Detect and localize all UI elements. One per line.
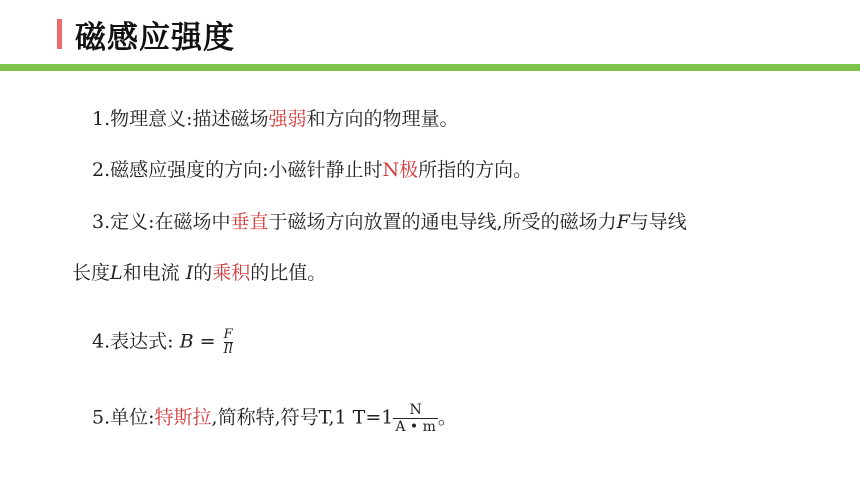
- formula-fraction: [224, 328, 233, 357]
- item-5-highlight: 特斯拉: [154, 406, 212, 429]
- title-accent-bar: [57, 19, 62, 49]
- unit-denominator: A • m: [395, 419, 436, 435]
- item-2-suffix: 所指的方向。: [418, 159, 533, 181]
- item-3-highlight-2: 乘积: [212, 262, 251, 284]
- item-3-line2-mid2: 的: [193, 262, 213, 284]
- unit-numerator: N: [409, 402, 422, 418]
- formula-numerator: F: [223, 327, 233, 342]
- item-3-line-1: [92, 209, 687, 235]
- item-2: [92, 157, 532, 183]
- item-1-suffix: 和方向的物理量。: [306, 108, 459, 130]
- item-2-highlight: N极: [382, 159, 419, 181]
- symbol-L: L: [110, 262, 123, 284]
- item-5-prefix: 5.单位:: [92, 406, 155, 429]
- item-5: [92, 402, 457, 435]
- item-4: [92, 328, 233, 357]
- item-4-prefix: 4.表达式:: [92, 330, 174, 353]
- item-3-line2-mid: 和电流: [122, 262, 186, 284]
- unit-fraction: [393, 402, 438, 435]
- formula-lhs: B =: [179, 330, 216, 353]
- item-3-suffix: 与导线: [629, 211, 687, 233]
- item-3-line2-prefix: 长度: [72, 262, 111, 284]
- item-2-prefix: 2.磁感应强度的方向:小磁针静止时: [92, 159, 383, 181]
- item-3-highlight: 垂直: [230, 211, 269, 233]
- symbol-I: I: [185, 262, 194, 284]
- item-1: [92, 106, 459, 132]
- item-3-line2-suffix: 的比值。: [250, 262, 327, 284]
- item-1-prefix: 1.物理意义:描述磁场: [92, 108, 269, 130]
- item-3-prefix: 3.定义:在磁场中: [92, 211, 231, 233]
- title-divider: [0, 64, 860, 71]
- item-5-mid: ,简称特,符号T,1 T=1: [211, 406, 394, 429]
- item-1-highlight: 强弱: [268, 108, 307, 130]
- item-3-mid: 于磁场方向放置的通电导线,所受的磁场力: [268, 211, 617, 233]
- formula-denominator: Il: [223, 342, 233, 357]
- item-5-suffix: 。: [437, 406, 457, 429]
- symbol-F: F: [616, 211, 630, 233]
- page-title: 磁感应强度: [75, 20, 235, 56]
- item-3-line-2: [72, 260, 326, 286]
